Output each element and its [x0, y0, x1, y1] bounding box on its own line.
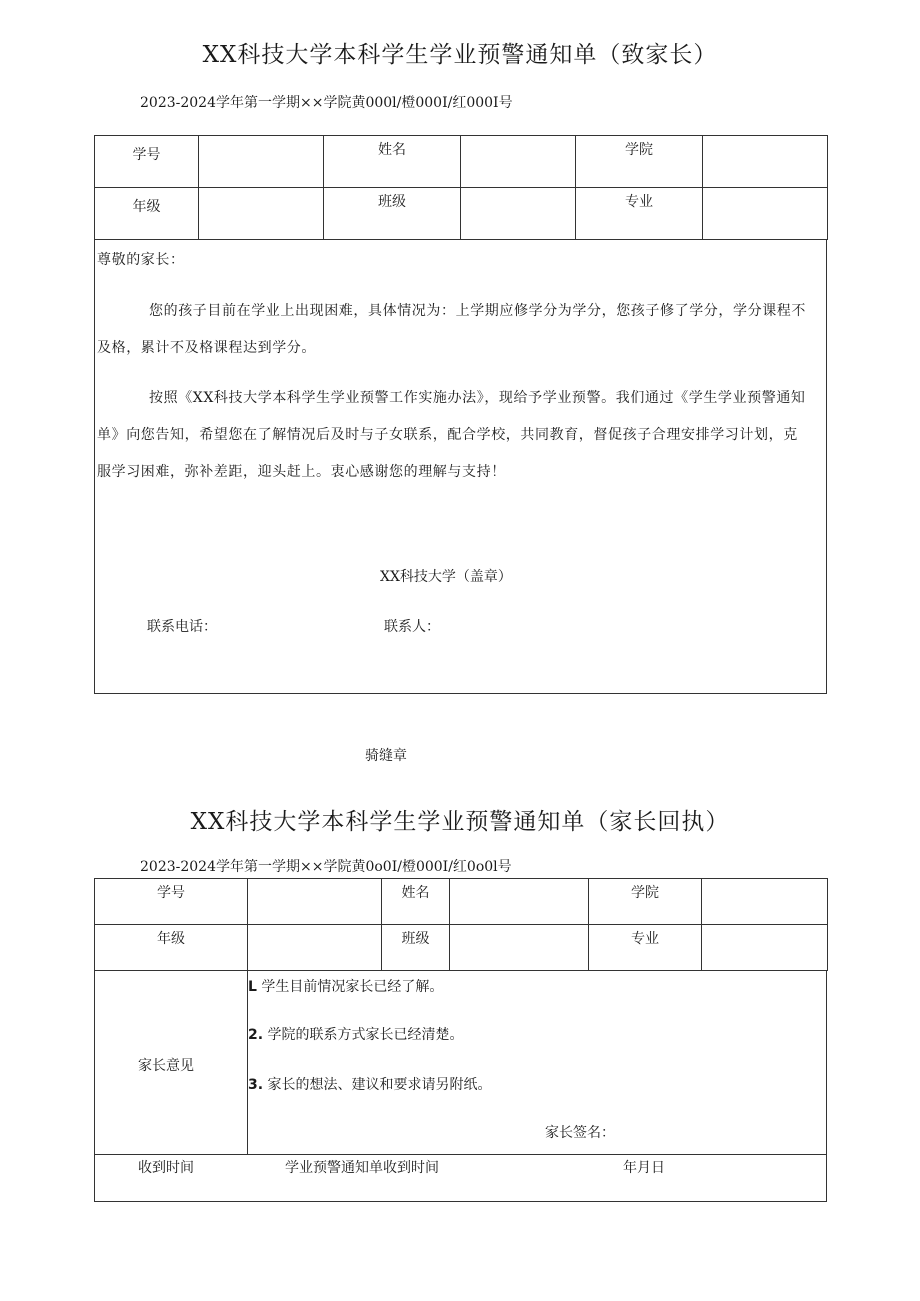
- opinion-item-2: [248, 1024, 464, 1044]
- contact-label: 联系人：: [384, 619, 440, 635]
- opinion-item-1: [248, 976, 443, 996]
- receipt-class-label: 班级: [382, 925, 450, 971]
- notice-title: XX科技大学本科学生学业预警通知单（致家长）: [202, 42, 718, 68]
- class-value[interactable]: [461, 188, 576, 240]
- notice-letter-box: [94, 239, 827, 694]
- grade-label: 年级: [95, 188, 199, 240]
- receipt-major-value[interactable]: [702, 925, 828, 971]
- received-date: 年月日: [623, 1160, 665, 1176]
- name-label: 姓名: [324, 136, 461, 188]
- receipt-student-id-label: 学号: [95, 879, 248, 925]
- item-text: 学生目前情况家长已经了解。: [261, 979, 444, 995]
- student-id-label: 学号: [95, 136, 199, 188]
- seam-seal-label: 骑缝章: [365, 748, 407, 764]
- receipt-student-id-value[interactable]: [248, 879, 382, 925]
- receipt-grade-value[interactable]: [248, 925, 382, 971]
- receipt-class-value[interactable]: [450, 925, 589, 971]
- receipt-college-value[interactable]: [702, 879, 828, 925]
- parent-opinion-label: 家长意见: [138, 1058, 194, 1074]
- item-number: L: [248, 979, 257, 995]
- opinion-item-3: [248, 1074, 492, 1094]
- receipt-name-value[interactable]: [450, 879, 589, 925]
- receipt-opinion-box: [94, 970, 827, 1202]
- grade-value[interactable]: [199, 188, 324, 240]
- paragraph-situation: 您的孩子目前在学业上出现困难，具体情况为：上学期应修学分为学分，您孩子修了学分，学分课程不及格，累计不及格课程达到学分。: [97, 303, 806, 356]
- class-label: 班级: [324, 188, 461, 240]
- paragraph-warning: 按照《XX科技大学本科学生学业预警工作实施办法》，现给予学业预警。我们通过《学生学业预警通知单》向您告知，希望您在了解情况后及时与子女联系，配合学校，共同教育，督促孩子合理安排学习计划，克服学习困难，弥补差距，迎头赶上。衷心感谢您的理解与支持！: [97, 390, 806, 480]
- college-label: 学院: [576, 136, 703, 188]
- student-id-value[interactable]: [199, 136, 324, 188]
- notice-info-table: [94, 135, 828, 240]
- salutation: 尊敬的家长：: [97, 252, 185, 268]
- received-time-text: 学业预警通知单收到时间: [285, 1160, 439, 1176]
- university-signature: XX科技大学（盖章）: [380, 569, 512, 585]
- received-time-label: 收到时间: [138, 1160, 194, 1176]
- receipt-info-table: [94, 878, 828, 971]
- item-text: 学院的联系方式家长已经清楚。: [267, 1027, 464, 1043]
- receipt-name-label: 姓名: [382, 879, 450, 925]
- notice-term-line: 2023-2024学年第一学期××学院黄000l/橙000I/红000I号: [140, 95, 513, 111]
- phone-label: 联系电话：: [147, 619, 217, 635]
- major-label: 专业: [576, 188, 703, 240]
- major-value[interactable]: [703, 188, 828, 240]
- receipt-major-label: 专业: [589, 925, 702, 971]
- item-number: 2.: [248, 1027, 264, 1043]
- receipt-grade-label: 年级: [95, 925, 248, 971]
- receipt-college-label: 学院: [589, 879, 702, 925]
- name-value[interactable]: [461, 136, 576, 188]
- parent-signature-label: 家长签名：: [545, 1125, 615, 1141]
- receipt-term-line: 2023-2024学年第一学期××学院黄0o0I/橙000I/红0o0l号: [140, 859, 512, 875]
- item-text: 家长的想法、建议和要求请另附纸。: [267, 1077, 492, 1093]
- item-number: 3.: [248, 1077, 264, 1093]
- college-value[interactable]: [703, 136, 828, 188]
- receipt-title: XX科技大学本科学生学业预警通知单（家长回执）: [190, 809, 730, 835]
